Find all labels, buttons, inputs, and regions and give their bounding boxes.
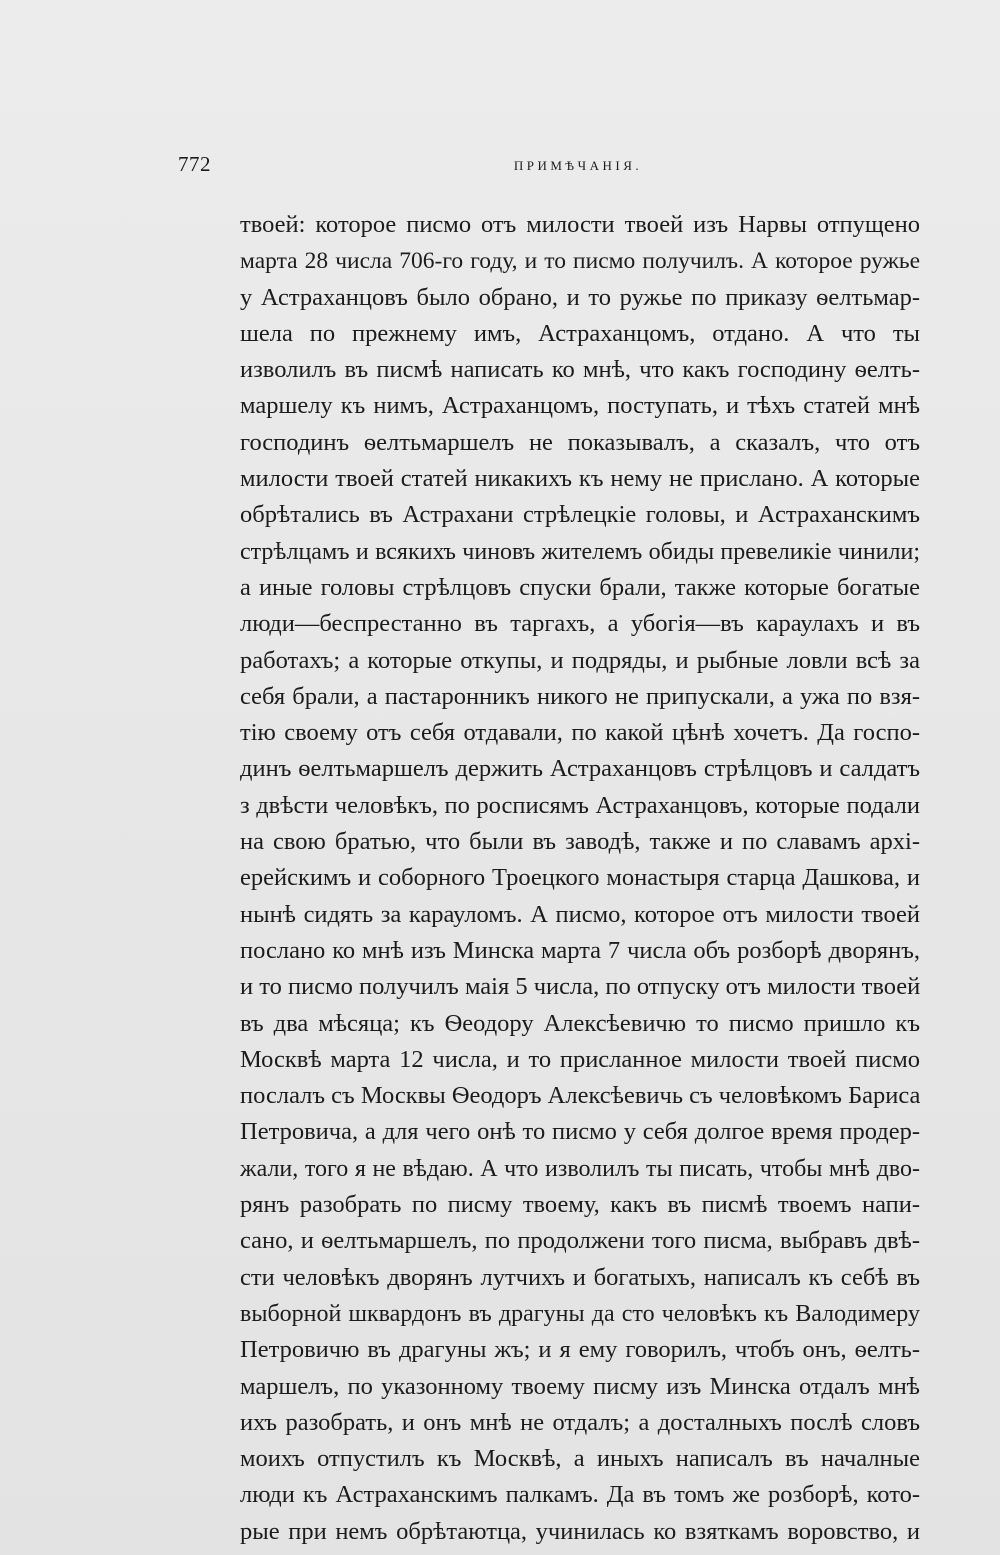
text-line: рянъ разобрать по писму твоему, какъ въ писмѣ твоемъ напи- xyxy=(240,1191,920,1219)
text-line: тію своему отъ себя отдавали, по какой цѣнѣ хочетъ. Да госпо- xyxy=(240,719,920,747)
text-line: динъ ѳелтьмаршелъ держить Астраханцовъ стрѣлцовъ и салдатъ xyxy=(240,755,920,783)
text-line: на свою братью, что были въ заводѣ, также и по славамъ архі- xyxy=(240,828,920,856)
text-line: сти человѣкъ дворянъ лутчихъ и богатыхъ, написалъ къ себѣ въ xyxy=(240,1263,920,1291)
text-line: послалъ съ Москвы Ѳеодоръ Алексѣевичь съ человѣкомъ Бариса xyxy=(240,1082,920,1110)
text-line: нынѣ сидять за карауломъ. А писмо, которое отъ милости твоей xyxy=(240,900,920,928)
text-line: моихъ отпустилъ къ Москвѣ, а иныхъ написалъ въ началные xyxy=(240,1445,920,1473)
text-line: Петровичю въ драгуны жъ; и я ему говорилъ, чтобъ онъ, ѳелть- xyxy=(240,1336,920,1364)
text-line: люди—беспрестанно въ таргахъ, а убогія—въ караулахъ и въ xyxy=(240,610,920,638)
running-title: ПРИМѢЧАНІЯ. xyxy=(513,158,643,173)
text-line: стрѣлцамъ и всякихъ чиновъ жителемъ обиды превеликіе чинили; xyxy=(240,538,920,565)
text-line: послано ко мнѣ изъ Минска марта 7 числа объ розборѣ дворянъ, xyxy=(240,936,920,964)
text-line: твоей: которое писмо отъ милости твоей изъ Нарвы отпущено xyxy=(240,211,920,238)
page-number: 772 xyxy=(178,152,211,176)
text-line: сано, и ѳелтьмаршелъ, по продолжени того писма, выбравъ двѣ- xyxy=(240,1227,920,1255)
text-line: ихъ разобрать, и онъ мнѣ не отдалъ; а досталныхъ послѣ словъ xyxy=(240,1408,920,1436)
text-line: а иные головы стрѣлцовъ спуски брали, также которые богатые xyxy=(240,573,920,601)
text-line: изволилъ въ писмѣ написать ко мнѣ, что какъ господину ѳелть- xyxy=(240,356,920,384)
text-line: выборной шквардонъ въ драгуны да сто человѣкъ къ Валодимеру xyxy=(240,1300,920,1327)
text-line: въ два мѣсяца; къ Ѳеодору Алексѣевичю то писмо пришло къ xyxy=(240,1009,920,1037)
text-line: себя брали, а пастаронникъ никого не припускали, а ужа по взя- xyxy=(240,682,920,710)
text-line: господинъ ѳелтьмаршелъ не показывалъ, а сказалъ, что отъ xyxy=(240,428,920,456)
text-line: маршелу къ нимъ, Астраханцомъ, поступать, и тѣхъ статей мнѣ xyxy=(240,392,920,420)
text-line: Москвѣ марта 12 числа, и то присланное милости твоей писмо xyxy=(240,1045,920,1073)
text-line: и то писмо получилъ маія 5 числа, по отпуску отъ милости твоей xyxy=(240,973,920,1001)
body-text xyxy=(240,207,920,1550)
text-line: маршелъ, по указонному твоему писму изъ Минска отдалъ мнѣ xyxy=(240,1372,920,1400)
text-line: обрѣтались въ Астрахани стрѣлецкіе головы, и Астраханскимъ xyxy=(240,501,920,529)
text-line: рые при немъ обрѣтаютца, учинилась ко взяткамъ воровство, и xyxy=(240,1517,920,1545)
text-line: у Астраханцовъ было обрано, и то ружье по приказу ѳелтьмар- xyxy=(240,283,920,311)
text-line: жали, того я не вѣдаю. А что изволилъ ты писать, чтобы мнѣ дво- xyxy=(240,1155,920,1182)
text-line: люди къ Астраханскимъ палкамъ. Да въ томъ же розборѣ, кото- xyxy=(240,1481,920,1509)
text-line: марта 28 числа 706-го году, и то писмо получилъ. А которое ружье xyxy=(240,248,920,275)
text-line: шела по прежнему имъ, Астраханцомъ, отдано. А что ты xyxy=(240,319,920,347)
text-line: Петровича, а для чего онѣ то писмо у себя долгое время продер- xyxy=(240,1118,920,1146)
text-line: работахъ; а которые откупы, и подряды, и рыбные ловли всѣ за xyxy=(240,646,920,674)
text-line: милости твоей статей никакихъ къ нему не прислано. А которые xyxy=(240,465,920,493)
page-header xyxy=(178,152,928,182)
text-line: з двѣсти человѣкъ, по росписямъ Астраханцовъ, которые подали xyxy=(240,791,920,819)
text-line: ерейскимъ и соборного Троецкого монастыря старца Дашкова, и xyxy=(240,864,920,892)
